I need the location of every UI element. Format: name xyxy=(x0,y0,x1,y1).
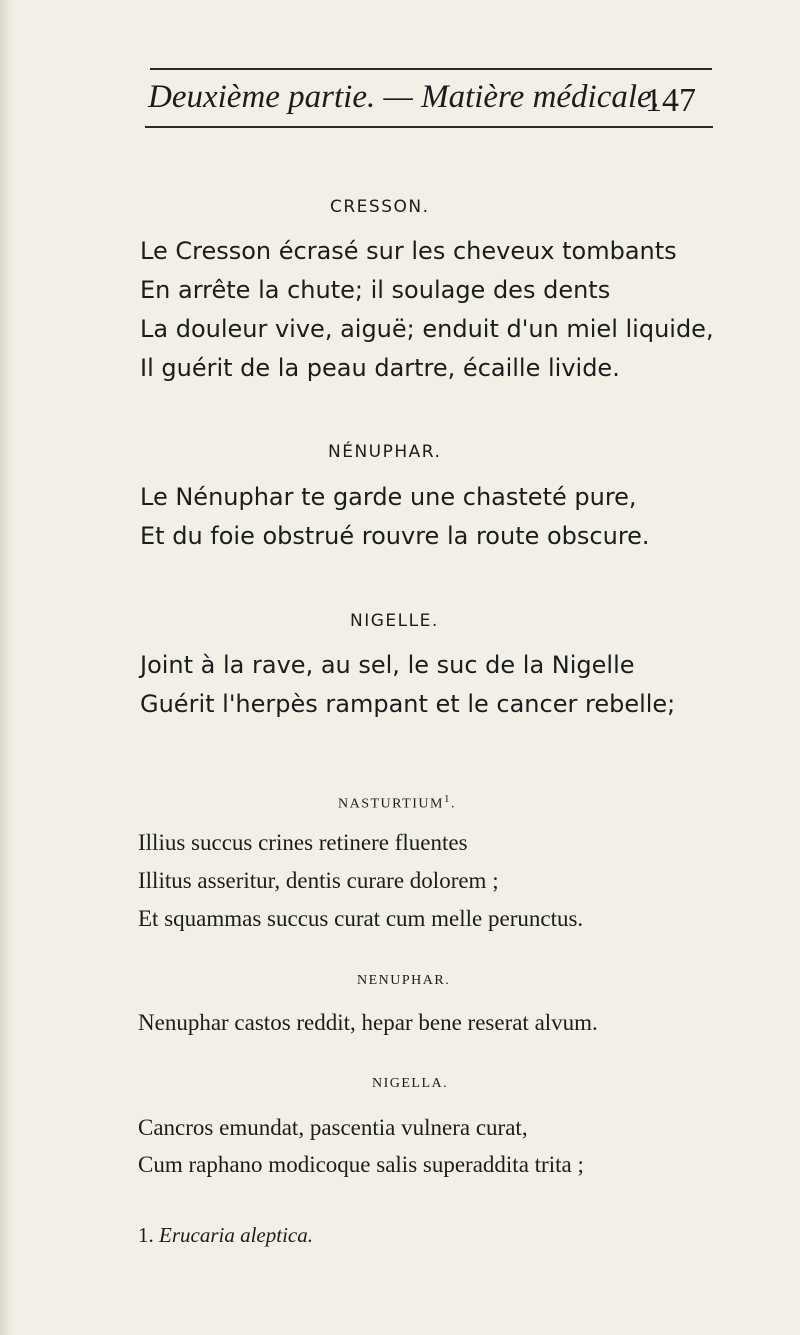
verse-line: La douleur vive, aiguë; enduit d'un miel liquide, xyxy=(140,315,714,343)
page-number: 147 xyxy=(645,82,696,119)
verse-line: Nenuphar castos reddit, hepar bene reserat alvum. xyxy=(138,1010,598,1035)
verse-line: Et du foie obstrué rouvre la route obscure. xyxy=(140,522,650,550)
section-heading-nigelle: NIGELLE. xyxy=(350,611,439,631)
verse-line: Guérit l'herpès rampant et le cancer rebelle; xyxy=(140,690,676,718)
verse-line: Illitus asseritur, dentis curare dolorem ; xyxy=(138,868,499,893)
header-rule-bottom xyxy=(145,126,713,128)
verse-line: En arrête la chute; il soulage des dents xyxy=(140,276,611,304)
verse-line: Cancros emundat, pascentia vulnera curat, xyxy=(138,1115,528,1140)
verse-line: Illius succus crines retinere fluentes xyxy=(138,830,468,855)
verse-line: Le Nénuphar te garde une chasteté pure, xyxy=(140,483,637,511)
heading-text: NASTURTIUM xyxy=(338,796,444,812)
verse-line: Joint à la rave, au sel, le suc de la Nigelle xyxy=(140,651,635,679)
section-heading-nasturtium xyxy=(338,793,456,813)
header-rule-top xyxy=(150,68,712,70)
verse-line: Et squammas succus curat cum melle perunctus. xyxy=(138,906,584,931)
page-gutter-shadow xyxy=(0,0,14,1335)
footnote xyxy=(138,1223,313,1248)
section-heading-nigella: NIGELLA. xyxy=(372,1076,449,1091)
running-title: Deuxième partie. — Matière médicale. xyxy=(148,79,660,115)
footnote-text: Erucaria aleptica. xyxy=(159,1223,313,1247)
verse-line: Le Cresson écrasé sur les cheveux tombants xyxy=(140,237,677,265)
section-heading-nenuphar: NÉNUPHAR. xyxy=(328,442,442,462)
section-heading-cresson: CRESSON. xyxy=(330,197,430,217)
section-heading-nenuphar-latin: NENUPHAR. xyxy=(357,973,451,988)
heading-period: . xyxy=(450,796,456,812)
verse-line: Il guérit de la peau dartre, écaille livide. xyxy=(140,354,620,382)
footnote-marker: 1 xyxy=(443,793,451,805)
verse-line: Cum raphano modicoque salis superaddita trita ; xyxy=(138,1152,584,1177)
footnote-number: 1. xyxy=(138,1223,154,1247)
